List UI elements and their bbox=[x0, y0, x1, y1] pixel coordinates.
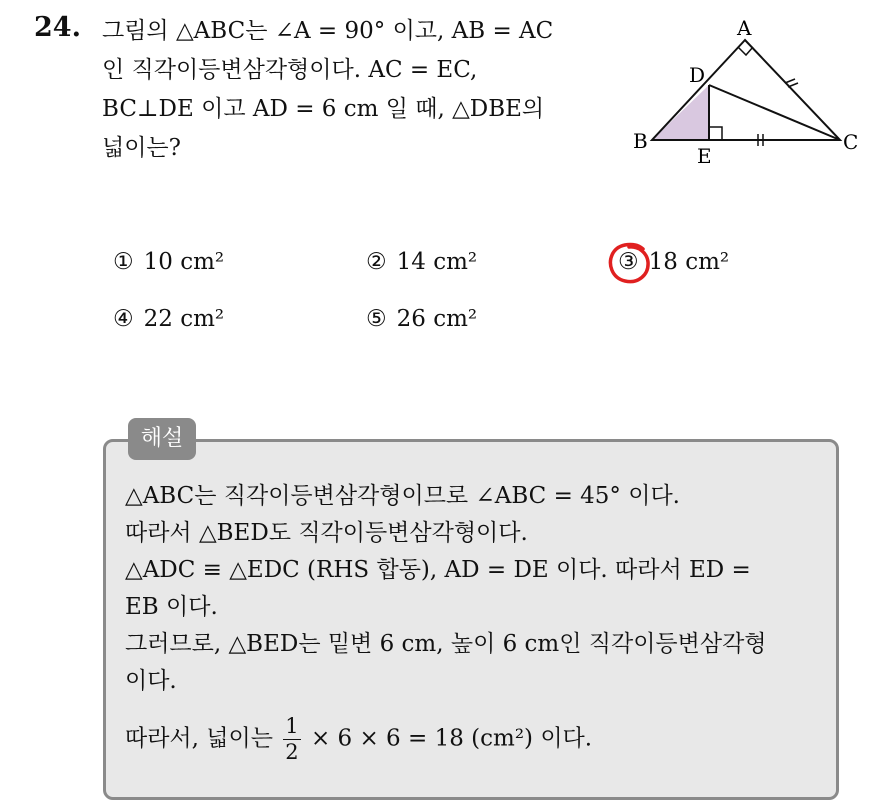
solution-line-5: 그러므로, △BED는 밑변 6 cm, 높이 6 cm인 직각이등변삼각형 bbox=[125, 631, 767, 657]
choice-text: 18 cm² bbox=[648, 249, 730, 275]
final-prefix: 따라서, 넓이는 bbox=[125, 725, 273, 752]
choice-5[interactable] bbox=[366, 306, 477, 332]
choice-text: 22 cm² bbox=[143, 306, 225, 332]
solution-line-3: △ADC ≡ △EDC (RHS 합동), AD = DE 이다. 따라서 ED = bbox=[125, 557, 751, 583]
choice-number: ② bbox=[366, 249, 387, 275]
fraction-denominator: 2 bbox=[285, 740, 299, 764]
question-stem bbox=[102, 12, 592, 168]
solution-line-1: △ABC는 직각이등변삼각형이므로 ∠ABC = 45° 이다. bbox=[125, 483, 680, 509]
stem-line-4: 넓이는? bbox=[102, 135, 181, 161]
solution-line-2: 따라서 △BED도 직각이등변삼각형이다. bbox=[125, 520, 528, 546]
right-angle-mark-a bbox=[738, 47, 753, 55]
choice-text: 26 cm² bbox=[396, 306, 478, 332]
solution-tag: 해설 bbox=[128, 418, 196, 460]
question-number: 24. bbox=[34, 12, 81, 43]
choice-1[interactable] bbox=[113, 249, 224, 275]
answer-circle-mark bbox=[607, 240, 653, 286]
triangle-figure bbox=[625, 18, 865, 168]
fraction bbox=[283, 714, 300, 765]
label-a: A bbox=[737, 18, 752, 40]
choice-number: ⑤ bbox=[366, 306, 387, 332]
segment-dc bbox=[709, 85, 840, 140]
choice-number: ④ bbox=[113, 306, 134, 332]
choice-2[interactable] bbox=[366, 249, 477, 275]
label-e: E bbox=[697, 144, 712, 168]
choice-text: 14 cm² bbox=[396, 249, 478, 275]
label-c: C bbox=[843, 130, 859, 154]
choice-text: 10 cm² bbox=[143, 249, 225, 275]
fraction-numerator: 1 bbox=[285, 714, 299, 738]
solution-text bbox=[125, 478, 825, 765]
tick-ac-1 bbox=[785, 79, 795, 83]
choice-4[interactable] bbox=[113, 306, 224, 332]
solution-line-4: EB 이다. bbox=[125, 594, 218, 620]
choice-number: ③ bbox=[618, 249, 639, 275]
choice-number: ① bbox=[113, 249, 134, 275]
tick-ac-2 bbox=[788, 83, 798, 87]
stem-line-1: 그림의 △ABC는 ∠A = 90° 이고, AB = AC bbox=[102, 18, 554, 44]
solution-final-line bbox=[125, 714, 825, 765]
label-b: B bbox=[633, 129, 648, 153]
stem-line-3: BC⊥DE 이고 AD = 6 cm 일 때, △DBE의 bbox=[102, 96, 545, 122]
solution-line-6: 이다. bbox=[125, 668, 177, 694]
stem-line-2: 인 직각이등변삼각형이다. AC = EC, bbox=[102, 57, 478, 83]
label-d: D bbox=[689, 63, 706, 87]
right-angle-mark-e bbox=[709, 127, 722, 140]
final-suffix: × 6 × 6 = 18 (cm²) 이다. bbox=[310, 725, 593, 752]
